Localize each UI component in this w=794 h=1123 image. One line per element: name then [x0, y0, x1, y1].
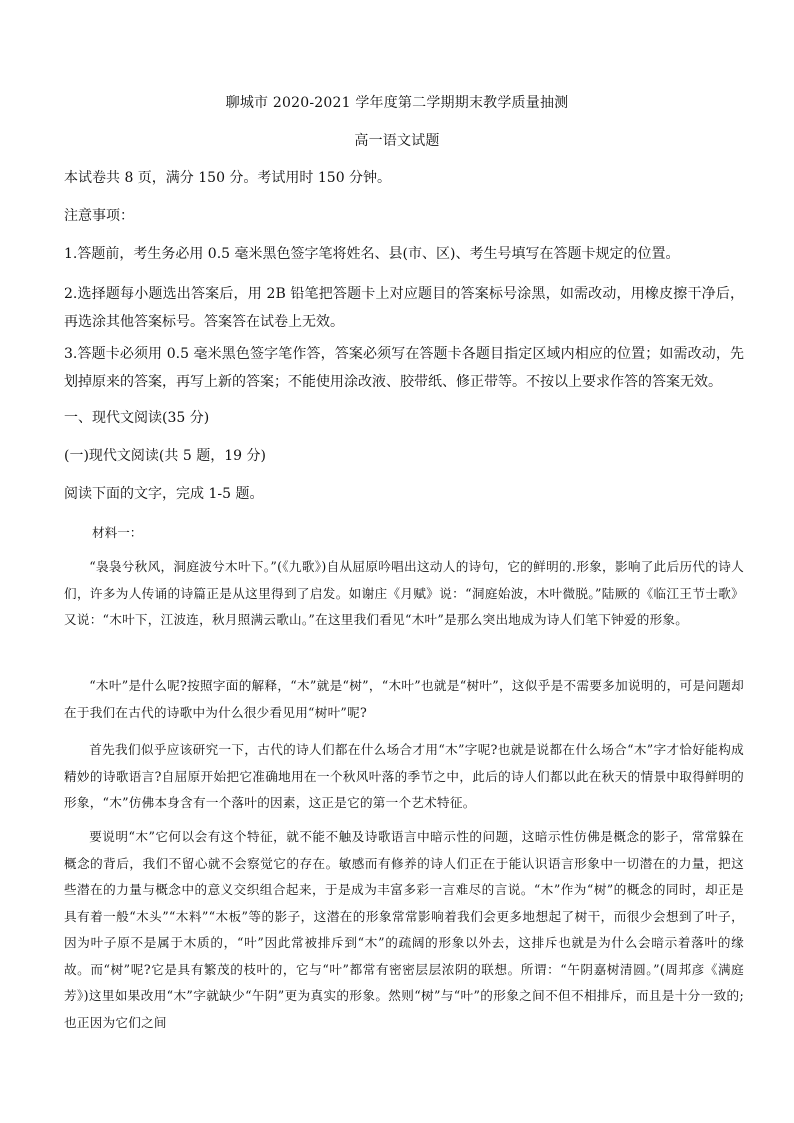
section-instruction: 阅读下面的文字，完成 1-5 题。	[64, 486, 264, 502]
notice-item-1: 1.答题前，考生务必用 0.5 毫米黑色签字笔将姓名、县(市、区)、考生号填写在答题卡规定的位置。	[64, 246, 680, 262]
material-label: 材料一：	[92, 525, 143, 540]
notice-item-2: 2.选择题每小题选出答案后，用 2B 铅笔把答题卡上对应题目的答案标号涂黑，如需改动，用橡皮擦干净后，再选涂其他答案标号。答案答在试卷上无效。	[64, 286, 744, 330]
material-paragraph-1: “袅袅兮秋风，洞庭波兮木叶下。”(《九歌》)自从屈原吟唱出这动人的诗句，它的鲜明的.形象，影响了此后历代的诗人们，许多为人传诵的诗篇正是从这里得到了启发。如谢庄《月赋》说：“洞庭始波，木叶微脱。”陆厥的《临江王节士歌》又说：“木叶下，江波连，秋月照满云歌山。”在这里我们看见“木叶”是那么突出地成为诗人们笔下钟爱的形象。	[64, 559, 744, 627]
section-title: 一、现代文阅读(35 分)	[64, 410, 210, 426]
notice-item-3: 3.答题卡必须用 0.5 毫米黑色签字笔作答，答案必须写在答题卡各题目指定区域内相应的位置；如需改动，先划掉原来的答案，再写上新的答案；不能使用涂改液、胶带纸、修正带等。不按以上要求作答的答案无效。	[64, 346, 744, 390]
section-subtitle: (一)现代文阅读(共 5 题，19 分)	[64, 448, 266, 464]
material-paragraph-2: “木叶”是什么呢?按照字面的解释，“木”就是“树”，“木叶”也就是“树叶”，这似乎是不需要多加说明的，可是问题却在于我们在古代的诗歌中为什么很少看见用“树叶”呢?	[64, 678, 744, 720]
exam-subtitle: 高一语文试题	[354, 133, 440, 149]
material-paragraph-4: 要说明“木”它何以会有这个特征，就不能不触及诗歌语言中暗示性的问题，这暗示性仿佛是概念的影子，常常躲在概念的背后，我们不留心就不会察觉它的存在。敏感而有修养的诗人们正在于能认识语言形象中一切潜在的力量，把这些潜在的力量与概念中的意义交织组合起来，于是成为丰富多彩一言难尽的言说。“木”作为“树”的概念的同时，却正是具有着一般“木头”“木料”“木板”等的影子，这潜在的形象常常影响着我们会更多地想起了树干，而很少会想到了叶子，因为叶子原不是属于木质的，“叶”因此常被排斥到“木”的疏阔的形象以外去，这排斥也就是为什么会暗示着落叶的缘故。而“树”呢?它是具有繁茂的枝叶的，它与“叶”都常有密密层层浓阴的联想。所谓：“午阴嘉树清圆。”(周邦彦《满庭芳》)这里如果改用“木”字就缺少“午阴”更为真实的形象。然则“树”与“叶”的形象之间不但不相排斥，而且是十分一致的;也正因为它们之间	[64, 829, 744, 1030]
exam-intro: 本试卷共 8 页，满分 150 分。考试用时 150 分钟。	[64, 170, 392, 186]
exam-title: 聊城市 2020-2021 学年度第二学期期末教学质量抽测	[225, 95, 569, 111]
material-paragraph-3: 首先我们似乎应该研究一下，古代的诗人们都在什么场合才用“木”字呢?也就是说都在什么场合“木”字才恰好能构成精妙的诗歌语言?自屈原开始把它准确地用在一个秋风叶落的季节之中，此后的诗人们都以此在秋天的情景中取得鲜明的形象，“木”仿佛本身含有一个落叶的因素，这正是它的第一个艺术特征。	[64, 742, 744, 810]
notice-heading: 注意事项：	[64, 208, 134, 224]
